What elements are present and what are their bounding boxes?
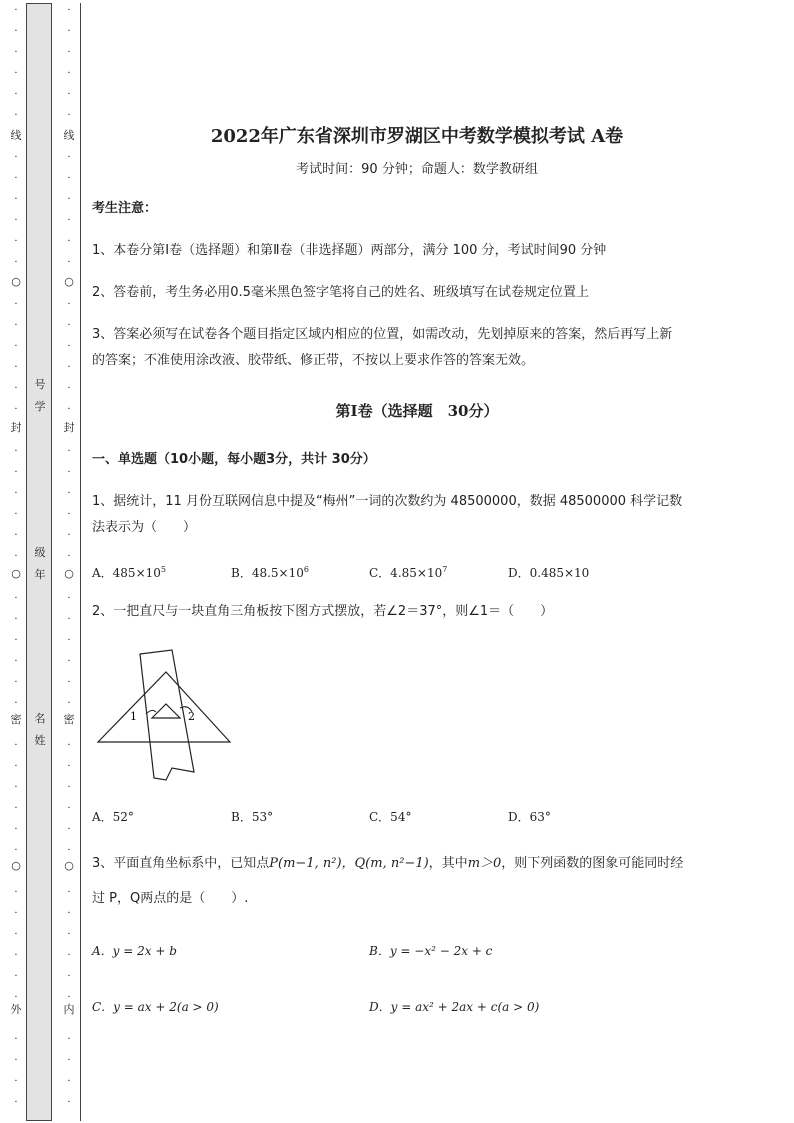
binding-margin	[0, 0, 84, 1123]
strip-label: 年	[34, 568, 46, 581]
option-c: C．54°	[369, 810, 412, 824]
notice-item: 1、本卷分第I卷（选择题）和第Ⅱ卷（非选择题）两部分，满分 100 分，考试时间90 分钟	[92, 243, 607, 258]
seal-dot: ·	[67, 614, 71, 625]
notice-item: 3、答案必须写在试卷各个题目指定区域内相应的位置，如需改动，先划掉原来的答案，然后再写上新	[92, 327, 673, 342]
option-d: D．0.485×10	[508, 566, 590, 580]
seal-dot: ·	[67, 803, 71, 814]
question-3-stem: 过 P，Q两点的是（ ）.	[92, 891, 249, 906]
seal-dot: ·	[14, 236, 18, 247]
strip-label: 学	[34, 400, 46, 413]
seal-char: ○	[64, 859, 74, 872]
notice-item: 2、答卷前，考生务必用0.5毫米黑色签字笔将自己的姓名、班级填写在试卷规定位置上	[92, 285, 589, 300]
seal-dot: ·	[14, 5, 18, 16]
seal-dot: ·	[14, 635, 18, 646]
seal-dot: ·	[14, 26, 18, 37]
seal-dot: ·	[67, 26, 71, 37]
seal-char: 密	[63, 713, 75, 726]
option-b: B．y = −x² − 2x + c	[369, 944, 493, 958]
seal-dot: ·	[67, 320, 71, 331]
seal-dot: ·	[67, 404, 71, 415]
seal-dot: ·	[67, 740, 71, 751]
seal-dot: ·	[14, 194, 18, 205]
outer-seal-line	[9, 0, 23, 1123]
seal-dot: ·	[67, 299, 71, 310]
seal-dot: ·	[67, 929, 71, 940]
set-square-outer	[98, 672, 230, 742]
seal-char: ○	[64, 275, 74, 288]
seal-dot: ·	[67, 446, 71, 457]
seal-dot: ·	[14, 530, 18, 541]
section-title: 第I卷（选择题 30分）	[335, 402, 499, 420]
seal-char: ○	[64, 567, 74, 580]
seal-dot: ·	[67, 1097, 71, 1108]
seal-dot: ·	[67, 467, 71, 478]
seal-dot: ·	[67, 5, 71, 16]
seal-dot: ·	[67, 110, 71, 121]
seal-dot: ·	[14, 782, 18, 793]
strip-label: 名	[34, 712, 46, 725]
option-b: B．53°	[231, 810, 274, 824]
seal-dot: ·	[67, 215, 71, 226]
seal-dot: ·	[67, 173, 71, 184]
seal-dot: ·	[67, 47, 71, 58]
seal-dot: ·	[14, 341, 18, 352]
seal-dot: ·	[14, 1097, 18, 1108]
seal-char: 密	[10, 713, 22, 726]
seal-dot: ·	[67, 887, 71, 898]
option-d: D．y = ax² + 2ax + c(a > 0)	[369, 1000, 540, 1014]
seal-dot: ·	[67, 68, 71, 79]
angle-1-arc	[146, 710, 156, 714]
binding-rule	[80, 3, 81, 1121]
strip-label: 姓	[34, 734, 46, 747]
seal-dot: ·	[14, 803, 18, 814]
seal-dot: ·	[14, 698, 18, 709]
strip-label: 级	[34, 546, 46, 559]
student-info-strip	[26, 3, 52, 1121]
seal-dot: ·	[14, 656, 18, 667]
seal-dot: ·	[14, 299, 18, 310]
question-3-stem: 3、平面直角坐标系中，已知点P(m−1, n²)，Q(m, n²−1)，其中m＞0，则下列函数的图象可能同时经	[92, 856, 684, 871]
seal-dot: ·	[67, 1076, 71, 1087]
seal-dot: ·	[67, 656, 71, 667]
seal-dot: ·	[14, 173, 18, 184]
seal-dot: ·	[67, 593, 71, 604]
ruler	[140, 650, 194, 780]
seal-dot: ·	[14, 929, 18, 940]
notice-heading: 考生注意：	[92, 201, 158, 216]
option-a: A．y = 2x + b	[92, 944, 177, 958]
option-c: C．$4.85\times 10^7$	[369, 565, 448, 580]
seal-dot: ·	[14, 1076, 18, 1087]
seal-dot: ·	[67, 677, 71, 688]
seal-char: 内	[63, 1003, 75, 1016]
seal-dot: ·	[67, 635, 71, 646]
seal-dot: ·	[14, 740, 18, 751]
seal-dot: ·	[14, 446, 18, 457]
seal-dot: ·	[14, 593, 18, 604]
seal-dot: ·	[14, 1034, 18, 1045]
seal-dot: ·	[67, 89, 71, 100]
seal-dot: ·	[14, 551, 18, 562]
seal-dot: ·	[67, 236, 71, 247]
option-d: D．63°	[508, 810, 551, 824]
seal-dot: ·	[14, 110, 18, 121]
seal-dot: ·	[67, 488, 71, 499]
option-a: A．$485\times 10^5$	[92, 565, 166, 580]
seal-dot: ·	[14, 68, 18, 79]
seal-dot: ·	[14, 152, 18, 163]
seal-dot: ·	[14, 320, 18, 331]
inner-seal-line	[62, 0, 76, 1123]
seal-dot: ·	[67, 1055, 71, 1066]
seal-dot: ·	[14, 887, 18, 898]
seal-dot: ·	[67, 551, 71, 562]
seal-dot: ·	[14, 383, 18, 394]
seal-dot: ·	[14, 509, 18, 520]
seal-dot: ·	[67, 152, 71, 163]
seal-dot: ·	[67, 698, 71, 709]
angle-2-label: 2	[188, 710, 195, 723]
seal-dot: ·	[67, 509, 71, 520]
seal-dot: ·	[14, 404, 18, 415]
seal-dot: ·	[67, 908, 71, 919]
seal-dot: ·	[14, 677, 18, 688]
seal-dot: ·	[14, 89, 18, 100]
option-a: A．52°	[92, 810, 134, 824]
seal-dot: ·	[14, 488, 18, 499]
seal-dot: ·	[67, 845, 71, 856]
seal-dot: ·	[67, 782, 71, 793]
set-square-inner	[152, 704, 180, 718]
notice-item: 的答案；不准使用涂改液、胶带纸、修正带，不按以上要求作答的答案无效。	[92, 353, 535, 368]
seal-dot: ·	[67, 950, 71, 961]
seal-dot: ·	[67, 992, 71, 1003]
seal-dot: ·	[67, 341, 71, 352]
seal-dot: ·	[67, 362, 71, 373]
question-1-stem: 1、据统计，11 月份互联网信息中提及“梅州”一词的次数约为 48500000，数据 48500000 科学记数	[92, 494, 683, 509]
seal-dot: ·	[14, 47, 18, 58]
seal-dot: ·	[67, 971, 71, 982]
seal-char: 外	[10, 1003, 22, 1016]
seal-dot: ·	[14, 845, 18, 856]
seal-dot: ·	[14, 992, 18, 1003]
question-1-stem: 法表示为（ ）	[92, 520, 197, 535]
seal-char: ○	[11, 859, 21, 872]
part-heading: 一、单选题（10小题，每小题3分，共计 30分）	[92, 452, 376, 467]
seal-dot: ·	[14, 614, 18, 625]
ruler-triangle-figure	[96, 646, 236, 786]
seal-dot: ·	[67, 824, 71, 835]
seal-dot: ·	[14, 467, 18, 478]
seal-dot: ·	[67, 530, 71, 541]
seal-dot: ·	[14, 824, 18, 835]
seal-char: 封	[63, 421, 75, 434]
seal-char: 线	[10, 129, 22, 142]
seal-char: ○	[11, 275, 21, 288]
option-c: C．y = ax + 2(a > 0)	[92, 1000, 219, 1014]
seal-char: ○	[11, 567, 21, 580]
exam-title: 2022年广东省深圳市罗湖区中考数学模拟考试 A卷	[210, 126, 624, 147]
question-2-stem: 2、一把直尺与一块直角三角板按下图方式摆放，若∠2＝37°，则∠1＝（ ）	[92, 604, 554, 619]
seal-dot: ·	[14, 215, 18, 226]
seal-dot: ·	[67, 383, 71, 394]
seal-dot: ·	[14, 362, 18, 373]
seal-dot: ·	[14, 971, 18, 982]
seal-dot: ·	[14, 950, 18, 961]
seal-dot: ·	[14, 1055, 18, 1066]
seal-dot: ·	[67, 1034, 71, 1045]
seal-dot: ·	[67, 761, 71, 772]
seal-char: 线	[63, 129, 75, 142]
seal-dot: ·	[14, 908, 18, 919]
strip-label: 号	[34, 378, 46, 391]
seal-dot: ·	[14, 257, 18, 268]
option-b: B．$48.5\times 10^6$	[231, 565, 309, 580]
seal-dot: ·	[67, 257, 71, 268]
seal-dot: ·	[14, 761, 18, 772]
seal-char: 封	[10, 421, 22, 434]
seal-dot: ·	[67, 194, 71, 205]
exam-subtitle: 考试时间：90 分钟；命题人：数学教研组	[296, 162, 538, 177]
angle-1-label: 1	[130, 710, 137, 723]
